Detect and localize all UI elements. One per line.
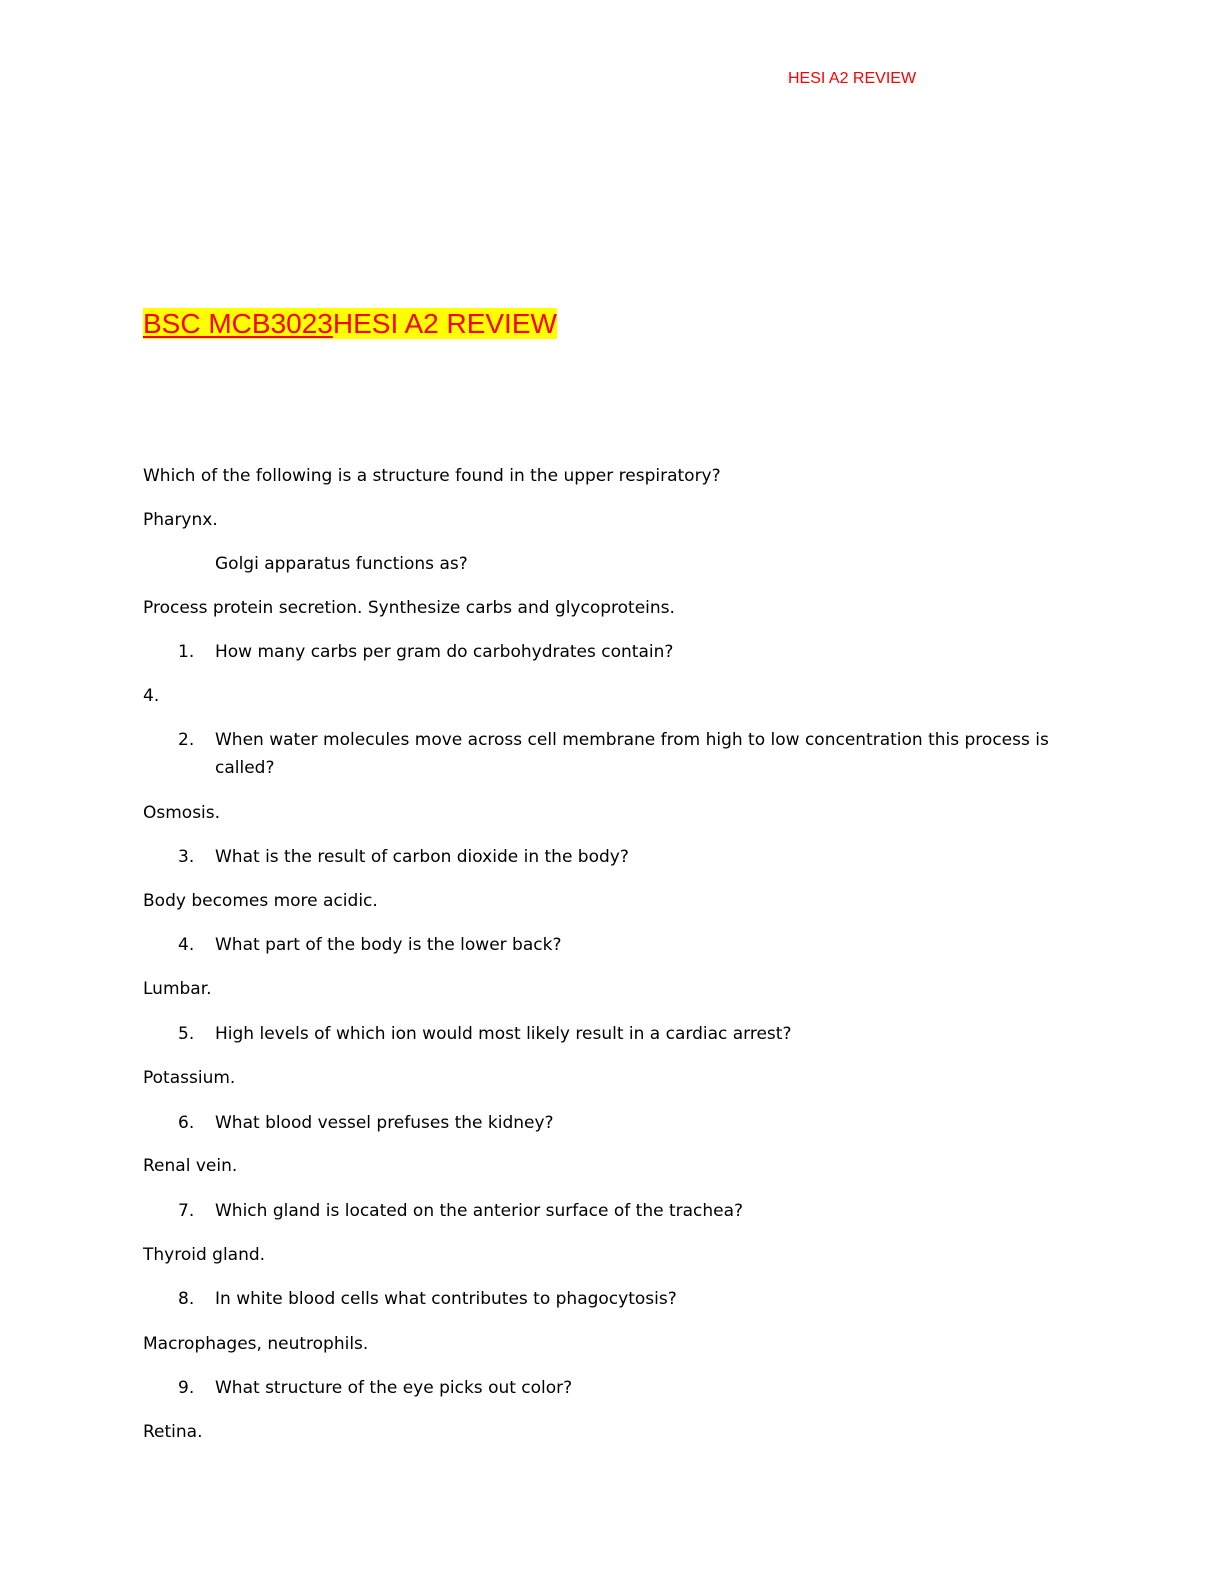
answer-text: Lumbar.: [143, 979, 212, 999]
answer-text: Macrophages, neutrophils.: [143, 1334, 369, 1354]
question-number: 2.: [178, 730, 195, 750]
answer-golgi: Process protein secretion. Synthesize carbs and glycoproteins.: [143, 598, 675, 618]
question-number: 1.: [178, 642, 195, 662]
answer-text: Body becomes more acidic.: [143, 891, 378, 911]
document-title: [143, 306, 557, 342]
question-text: Which gland is located on the anterior surface of the trachea?: [215, 1201, 744, 1221]
answer-text: Osmosis.: [143, 803, 221, 823]
question-number: 3.: [178, 847, 195, 867]
question-number: 8.: [178, 1289, 195, 1309]
question-number: 5.: [178, 1024, 195, 1044]
answer-text: Renal vein.: [143, 1156, 238, 1176]
question-text: High levels of which ion would most likely result in a cardiac arrest?: [215, 1024, 792, 1044]
course-code: BSC MCB3023: [143, 308, 333, 339]
question-text: What is the result of carbon dioxide in the body?: [215, 847, 629, 867]
question-text: When water molecules move across cell membrane from high to low concentration this process is called?: [215, 730, 1049, 778]
question-text: In white blood cells what contributes to phagocytosis?: [215, 1289, 677, 1309]
question-upper-respiratory: Which of the following is a structure found in the upper respiratory?: [143, 466, 721, 486]
running-header: HESI A2 REVIEW: [788, 70, 917, 87]
question-text: What part of the body is the lower back?: [215, 935, 562, 955]
title-text: HESI A2 REVIEW: [332, 308, 557, 339]
answer-text: Retina.: [143, 1422, 203, 1442]
question-number: 7.: [178, 1201, 195, 1221]
question-text: What structure of the eye picks out color?: [215, 1378, 573, 1398]
question-number: 6.: [178, 1113, 195, 1133]
answer-text: Potassium.: [143, 1068, 236, 1088]
question-text: What blood vessel prefuses the kidney?: [215, 1113, 554, 1133]
answer-upper-respiratory: Pharynx.: [143, 510, 218, 530]
question-golgi: Golgi apparatus functions as?: [215, 554, 468, 574]
question-number: 4.: [178, 935, 195, 955]
answer-text: Thyroid gland.: [143, 1245, 266, 1265]
question-text: How many carbs per gram do carbohydrates contain?: [215, 642, 674, 662]
question-number: 9.: [178, 1378, 195, 1398]
answer-text: 4.: [143, 686, 160, 706]
